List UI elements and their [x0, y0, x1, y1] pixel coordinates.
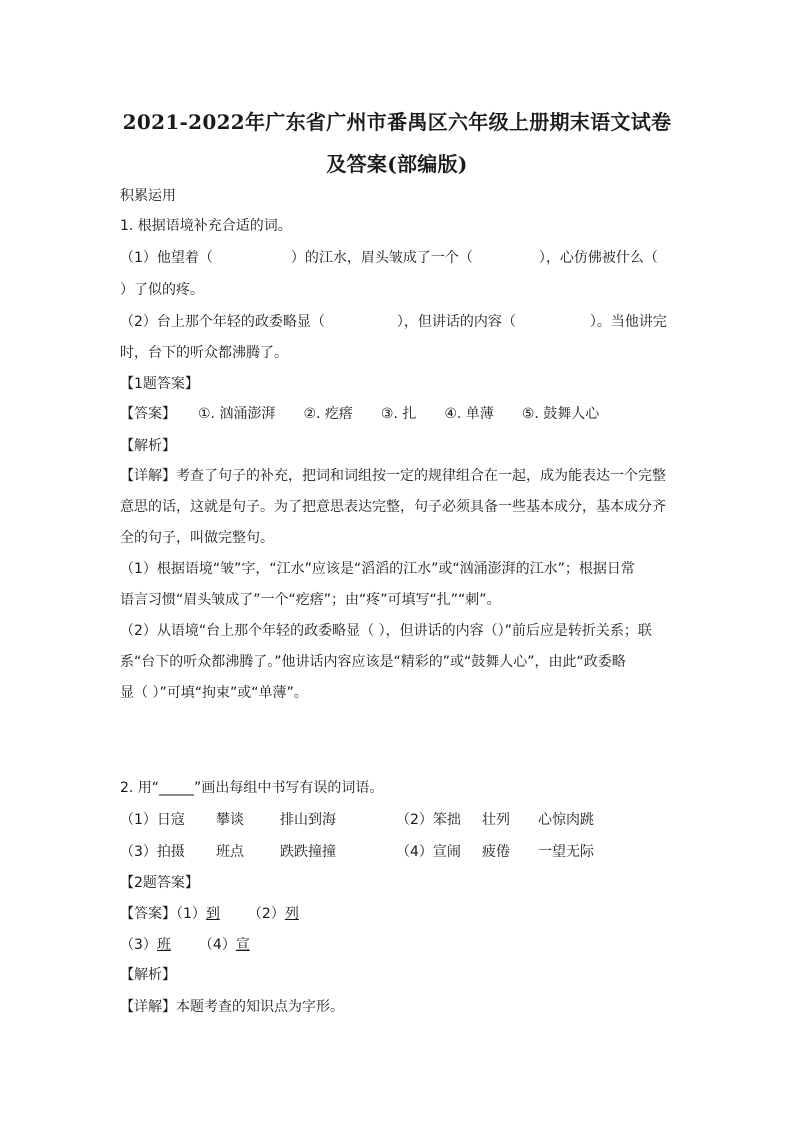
q1-answer-header: 【1题答案】	[120, 376, 199, 392]
q2-stem: 2. 用“_____”画出每组中书写有误的词语。	[120, 780, 384, 796]
word-cell: 排山到海	[280, 812, 336, 828]
word-cell: （3）拍摄	[120, 844, 185, 860]
q1-detail-line: 语言习惯“眉头皱成了”一个“疙瘩”；由“疼”可填写“扎”“刺”。	[120, 592, 501, 608]
q1-answer-line	[120, 404, 599, 424]
answer-item: ④. 单薄	[444, 406, 494, 422]
q1-detail-line: 【详解】考查了句子的补充，把词和词组按一定的规律组合在一起，成为能表达一个完整	[120, 468, 666, 484]
q1-p2-c: ）。当他讲完	[589, 314, 667, 330]
q1-detail-line: 系“台下的听众都沸腾了。”他讲话内容应该是“精彩的”或“鼓舞人心”，由此“政委略	[120, 654, 626, 670]
q1-part1-line	[120, 248, 658, 268]
q2-analysis-header: 【解析】	[120, 967, 176, 983]
answer-item: ③. 扎	[380, 406, 417, 422]
q2-answer-line1	[120, 904, 299, 924]
word-cell: （4）宣闹	[396, 844, 461, 860]
answer-word: 列	[284, 906, 299, 922]
q1-detail-line: 全的句子，叫做完整句。	[120, 530, 274, 546]
q1-detail-line: 显（ ）”可填“拘束”或“单薄”。	[120, 685, 308, 701]
q1-p1-c: ），心仿佛被什么（	[538, 250, 658, 266]
word-cell: 一望无际	[538, 844, 594, 860]
word-cell: 疲倦	[482, 844, 510, 860]
q1-analysis-header: 【解析】	[120, 438, 176, 454]
q1-p1-b: ）的江水，眉头皱成了一个（	[290, 250, 473, 266]
answer-item: ⑤. 鼓舞人心	[521, 406, 600, 422]
document-title-line1: 2021-2022年广东省广州市番禺区六年级上册期末语文试卷	[122, 110, 672, 134]
answer-item: ②. 疙瘩	[303, 406, 353, 422]
answer-label: 【答案】（1）	[120, 906, 206, 922]
q1-p1-d: ）了似的疼。	[120, 282, 204, 298]
q1-stem: 1. 根据语境补充合适的词。	[120, 218, 292, 234]
word-cell: 班点	[216, 844, 244, 860]
section-heading: 积累运用	[120, 188, 176, 204]
q2-answer-line2	[120, 935, 250, 955]
answer-label: （4）	[198, 937, 236, 953]
q1-detail-line: （1）根据语境“皱”字，“江水”应该是“滔滔的江水”或“汹涌澎湃的江水”；根据日常	[120, 561, 635, 577]
q2-row2	[120, 842, 594, 862]
q1-p2-a: （2）台上那个年轻的政委略显（	[120, 314, 325, 330]
word-cell: 攀谈	[216, 812, 244, 828]
q1-part2-line	[120, 312, 667, 332]
answer-label: 【答案】	[120, 406, 176, 422]
q2-row1	[120, 810, 594, 830]
answer-word: 宣	[235, 937, 250, 953]
answer-label: （2）	[247, 906, 285, 922]
answer-item: ①. 汹涌澎湃	[198, 406, 276, 422]
document-title-line2: 及答案(部编版)	[326, 152, 468, 176]
word-cell: 跌跌撞撞	[280, 844, 336, 860]
word-cell: （2）笨拙	[396, 812, 461, 828]
q1-p2-b: ），但讲话的内容（	[396, 314, 516, 330]
q1-detail-line: （2）从语境“台上那个年轻的政委略显（ ），但讲话的内容（）”前后应是转折关系；联	[120, 623, 652, 639]
word-cell: （1）日寇	[120, 812, 185, 828]
q1-p2-d: 时，台下的听众都沸腾了。	[120, 345, 288, 361]
word-cell: 心惊肉跳	[538, 812, 594, 828]
q1-detail-line: 意思的话，这就是句子。为了把意思表达完整，句子必须具备一些基本成分，基本成分齐	[120, 499, 666, 515]
q2-detail: 【详解】本题考查的知识点为字形。	[120, 999, 344, 1015]
answer-word: 到	[205, 906, 220, 922]
q1-p1-a: （1）他望着（	[120, 250, 213, 266]
word-cell: 壮列	[482, 812, 510, 828]
answer-word: 班	[156, 937, 171, 953]
q2-answer-header: 【2题答案】	[120, 875, 199, 891]
answer-label: （3）	[120, 937, 157, 953]
